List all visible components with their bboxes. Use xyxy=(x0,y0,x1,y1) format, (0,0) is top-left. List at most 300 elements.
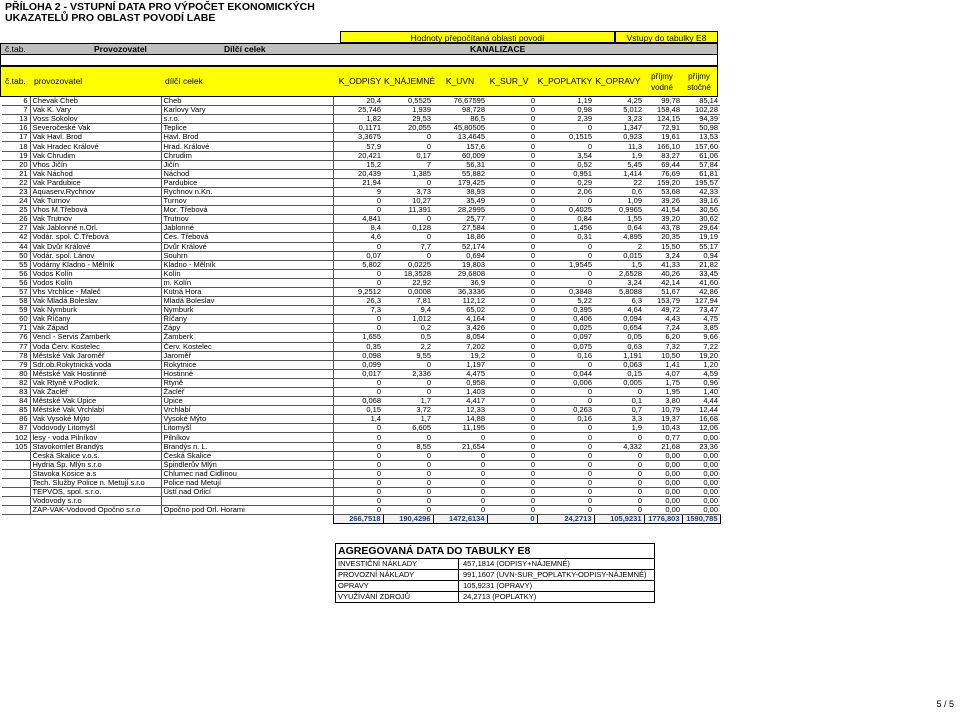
table-row xyxy=(2,506,720,515)
table-cell: Úpice xyxy=(161,397,333,406)
table-cell: 0 xyxy=(537,460,594,469)
table-cell: 0 xyxy=(487,242,537,251)
table-cell: Špindlerův Mlýn xyxy=(161,460,333,469)
table-cell: 14,88 xyxy=(433,415,487,424)
table-cell: 0,00 xyxy=(644,506,682,515)
table-cell: 0 xyxy=(433,460,487,469)
table-cell: 16 xyxy=(2,124,30,133)
table-cell: 41,60 xyxy=(682,278,720,287)
table-cell: 7 xyxy=(383,160,433,169)
table-cell: Vak Jablonné n.Orl. xyxy=(30,224,161,233)
table-cell: Mor. Třebová xyxy=(161,206,333,215)
table-cell: Vak Chrudim xyxy=(30,151,161,160)
col-prijmy-stocne-2: stočné xyxy=(687,83,711,92)
table-cell: 0,00 xyxy=(682,506,720,515)
table-cell: Trutnov xyxy=(161,215,333,224)
table-cell: 28,2995 xyxy=(433,206,487,215)
table-cell: 0,017 xyxy=(333,369,383,378)
table-cell: 0,951 xyxy=(537,169,594,178)
col-provozovatel: provozovatel xyxy=(34,76,83,86)
table-cell: 0 xyxy=(383,388,433,397)
table-cell: Městské Vak Hostinné xyxy=(30,369,161,378)
table-cell: 53,68 xyxy=(644,187,682,196)
table-cell: Vodár. spol. Č.Třebová xyxy=(30,233,161,242)
table-cell: 0 xyxy=(487,178,537,187)
table-cell: Hrad. Králové xyxy=(161,142,333,151)
table-cell: 0,075 xyxy=(537,342,594,351)
table-cell: 0 xyxy=(433,497,487,506)
table-cell: Vhs Vrchlice - Maleč xyxy=(30,287,161,296)
table-cell: 29,53 xyxy=(383,115,433,124)
table-cell: 1,9545 xyxy=(537,260,594,269)
table-cell: 4,07 xyxy=(644,369,682,378)
table-cell: 19 xyxy=(2,151,30,160)
table-row xyxy=(2,442,720,451)
table-row xyxy=(2,242,720,251)
table-cell: 0 xyxy=(487,233,537,242)
table-cell: Ústí nad Orlicí xyxy=(161,488,333,497)
table-row xyxy=(2,287,720,296)
col-dilci: dílčí celek xyxy=(165,76,203,86)
table-cell: 15,50 xyxy=(644,242,682,251)
table-cell: 85,14 xyxy=(682,97,720,106)
table-cell: Kladno - Mělník xyxy=(161,260,333,269)
table-cell: 0,2 xyxy=(383,324,433,333)
table-cell xyxy=(2,478,30,487)
table-cell: 0 xyxy=(333,242,383,251)
table-cell: 98,728 xyxy=(433,106,487,115)
table-cell: 83,27 xyxy=(644,151,682,160)
table-cell: 0 xyxy=(487,269,537,278)
table-cell: 0,263 xyxy=(537,406,594,415)
table-cell: 0 xyxy=(487,97,537,106)
table-cell: 5,8088 xyxy=(594,287,644,296)
table-cell: 7,3 xyxy=(333,306,383,315)
table-row xyxy=(2,415,720,424)
table-cell: 87 xyxy=(2,424,30,433)
total-cell: 1590,785 xyxy=(682,515,720,524)
table-row xyxy=(2,124,720,133)
table-cell: 0 xyxy=(487,124,537,133)
table-cell: 0,015 xyxy=(594,251,644,260)
table-row xyxy=(2,306,720,315)
table-cell: 56,31 xyxy=(433,160,487,169)
table-cell: 6 xyxy=(2,97,30,106)
table-cell: 0,00 xyxy=(644,478,682,487)
table-cell: Brandýs n. L. xyxy=(161,442,333,451)
table-cell: 0 xyxy=(594,451,644,460)
table-cell: Rokytnice xyxy=(161,360,333,369)
table-cell: 0,9965 xyxy=(594,206,644,215)
table-cell: Jaroměř xyxy=(161,351,333,360)
table-cell: 0 xyxy=(487,460,537,469)
table-cell: 0 xyxy=(383,497,433,506)
table-cell: 25 xyxy=(2,206,30,215)
table-cell: Náchod xyxy=(161,169,333,178)
table-cell: 0,63 xyxy=(594,342,644,351)
table-cell: 56 xyxy=(2,269,30,278)
table-cell: 55 xyxy=(2,260,30,269)
table-cell: Vak Trutnov xyxy=(30,215,161,224)
table-cell: 0 xyxy=(487,151,537,160)
hdr-provozovatel: Provozovatel xyxy=(94,44,147,54)
table-cell: 58 xyxy=(2,297,30,306)
totals-row xyxy=(2,515,720,524)
table-cell: 1,456 xyxy=(537,224,594,233)
table-cell: 0 xyxy=(537,442,594,451)
table-cell: s.r.o. xyxy=(161,115,333,124)
table-cell: 2,39 xyxy=(537,115,594,124)
total-cell: 1472,6134 xyxy=(433,515,487,524)
table-cell: 166,10 xyxy=(644,142,682,151)
table-cell: Mladá Boleslav xyxy=(161,297,333,306)
table-cell: 11,195 xyxy=(433,424,487,433)
table-row xyxy=(2,315,720,324)
table-cell: 0 xyxy=(333,378,383,387)
table-cell: 0 xyxy=(537,197,594,206)
table-cell: 24 xyxy=(2,197,30,206)
table-cell: 17 xyxy=(2,133,30,142)
table-cell: 0 xyxy=(537,478,594,487)
table-cell: 61,81 xyxy=(682,169,720,178)
table-cell: 59 xyxy=(2,306,30,315)
table-cell: 102 xyxy=(2,433,30,442)
table-cell: 6,605 xyxy=(383,424,433,433)
table-cell: 10,27 xyxy=(383,197,433,206)
table-cell: 105 xyxy=(2,442,30,451)
table-cell: 5,22 xyxy=(537,297,594,306)
table-cell: Říčany xyxy=(161,315,333,324)
doc-title-line2: UKAZATELŮ PRO OBLAST POVODÍ LABE xyxy=(5,12,216,24)
table-cell: 1,012 xyxy=(383,315,433,324)
table-row xyxy=(2,406,720,415)
table-cell: 1,41 xyxy=(644,360,682,369)
table-cell: 0 xyxy=(333,451,383,460)
table-row xyxy=(2,269,720,278)
table-cell: 0,52 xyxy=(537,160,594,169)
table-cell xyxy=(2,497,30,506)
table-cell: 15,2 xyxy=(333,160,383,169)
table-cell: 0 xyxy=(383,251,433,260)
table-cell: 0 xyxy=(487,106,537,115)
aggregated-label: VYUŽÍVÁNÍ ZDROJŮ xyxy=(336,592,459,602)
table-cell: 30,62 xyxy=(682,215,720,224)
table-cell: 50 xyxy=(2,251,30,260)
aggregated-label: OPRAVY xyxy=(336,581,459,591)
table-cell: 45,80505 xyxy=(433,124,487,133)
table-cell: 0 xyxy=(487,333,537,342)
table-cell: 0 xyxy=(487,497,537,506)
table-cell: Karlovy Vary xyxy=(161,106,333,115)
table-cell: 0 xyxy=(537,433,594,442)
table-cell: Pardubice xyxy=(161,178,333,187)
table-cell: 4,164 xyxy=(433,315,487,324)
table-row xyxy=(2,451,720,460)
table-cell: 0 xyxy=(383,378,433,387)
table-cell: 84 xyxy=(2,397,30,406)
table-cell: Městské Vak Jaroměř xyxy=(30,351,161,360)
table-cell: 1,197 xyxy=(433,360,487,369)
table-cell: 4,59 xyxy=(682,369,720,378)
table-cell: 0,00 xyxy=(682,488,720,497)
table-cell: 1,9 xyxy=(594,424,644,433)
table-cell: 9,2512 xyxy=(333,287,383,296)
table-cell: 3,23 xyxy=(594,115,644,124)
col-prijmy-vodne-1: příjmy xyxy=(651,72,673,81)
table-cell: 2,06 xyxy=(537,187,594,196)
aggregated-row xyxy=(336,559,654,570)
table-cell: 49,72 xyxy=(644,306,682,315)
table-cell: Jablonné xyxy=(161,224,333,233)
table-cell: 0 xyxy=(594,478,644,487)
table-cell: 4,75 xyxy=(682,315,720,324)
table-cell: Dvůr Králové xyxy=(161,242,333,251)
table-cell: 1,95 xyxy=(644,388,682,397)
table-cell xyxy=(2,451,30,460)
table-cell: 51,67 xyxy=(644,287,682,296)
table-cell: 0 xyxy=(487,306,537,315)
table-row xyxy=(2,488,720,497)
table-cell: 9 xyxy=(333,187,383,196)
total-cell: 1776,803 xyxy=(644,515,682,524)
aggregated-label: PROVOZNÍ NÁKLADY xyxy=(336,570,459,580)
table-cell: 0 xyxy=(537,269,594,278)
table-cell: 0 xyxy=(433,478,487,487)
table-cell: 0,395 xyxy=(537,306,594,315)
table-cell: 3,24 xyxy=(644,251,682,260)
table-cell: 0 xyxy=(487,388,537,397)
table-cell: 39,20 xyxy=(644,215,682,224)
table-cell: 76 xyxy=(2,333,30,342)
table-cell: 0 xyxy=(487,378,537,387)
table-cell: 0 xyxy=(537,242,594,251)
table-row xyxy=(2,233,720,242)
table-cell: 158,48 xyxy=(644,106,682,115)
hdr-dilci: Dílčí celek xyxy=(224,44,266,54)
col-k-odpisy: K_ODPISY xyxy=(338,76,382,86)
table-cell: 22 xyxy=(594,178,644,187)
table-cell: Žamberk xyxy=(161,333,333,342)
table-cell: 0 xyxy=(594,433,644,442)
table-cell: 0 xyxy=(487,278,537,287)
table-cell: 1,939 xyxy=(383,106,433,115)
table-row xyxy=(2,351,720,360)
table-cell: Vak Hradec Králové xyxy=(30,142,161,151)
table-cell: 0 xyxy=(433,451,487,460)
table-row xyxy=(2,178,720,187)
table-cell: 50,98 xyxy=(682,124,720,133)
table-cell: m. Kolín xyxy=(161,278,333,287)
table-cell: 13,53 xyxy=(682,133,720,142)
table-cell: ZÁP-VAK-Vodovod Opočno s.r.o xyxy=(30,506,161,515)
table-cell: Vhos M.Třebová xyxy=(30,206,161,215)
table-cell: Vak Pardubice xyxy=(30,178,161,187)
table-row xyxy=(2,169,720,178)
table-cell: Vak Havl. Brod xyxy=(30,133,161,142)
table-cell: 0,00 xyxy=(682,460,720,469)
table-row xyxy=(2,251,720,260)
table-cell: 42 xyxy=(2,233,30,242)
table-cell: Nymburk xyxy=(161,306,333,315)
table-cell: Vodovody Litomyšl xyxy=(30,424,161,433)
table-cell: 0 xyxy=(383,215,433,224)
table-cell: Vak Mladá Boleslav xyxy=(30,297,161,306)
table-cell: 29,6808 xyxy=(433,269,487,278)
table-cell: Vak Vysoké Mýto xyxy=(30,415,161,424)
table-cell: 0 xyxy=(487,260,537,269)
table-cell: 0,00 xyxy=(682,469,720,478)
table-row xyxy=(2,142,720,151)
table-cell: 0 xyxy=(383,488,433,497)
table-cell: 0,5525 xyxy=(383,97,433,106)
table-cell: 77 xyxy=(2,342,30,351)
table-cell: 69,44 xyxy=(644,160,682,169)
table-cell: 26 xyxy=(2,215,30,224)
table-cell: 0 xyxy=(487,488,537,497)
totals-spacer xyxy=(2,515,30,524)
table-cell: 1,191 xyxy=(594,351,644,360)
table-cell: 1,75 xyxy=(644,378,682,387)
table-cell: Vak Nymburk xyxy=(30,306,161,315)
table-row xyxy=(2,397,720,406)
table-cell: Kutná Hora xyxy=(161,287,333,296)
table-cell: 0 xyxy=(537,397,594,406)
table-cell: 0,1515 xyxy=(537,133,594,142)
table-cell: 86,5 xyxy=(433,115,487,124)
table-cell: 83 xyxy=(2,388,30,397)
table-cell: Aquaserv.Rychnov xyxy=(30,187,161,196)
table-row xyxy=(2,133,720,142)
table-cell: 41,33 xyxy=(644,260,682,269)
page-number: 5 / 5 xyxy=(936,699,954,709)
table-cell: 61,06 xyxy=(682,151,720,160)
table-cell: 0 xyxy=(487,206,537,215)
table-cell: Police nad Metují xyxy=(161,478,333,487)
table-cell: 9,55 xyxy=(383,351,433,360)
table-cell: 0,094 xyxy=(594,315,644,324)
table-cell: 0,94 xyxy=(682,251,720,260)
table-cell xyxy=(161,497,333,506)
table-cell: 0 xyxy=(333,488,383,497)
table-cell: 0 xyxy=(594,488,644,497)
table-cell: 22,92 xyxy=(383,278,433,287)
table-row xyxy=(2,342,720,351)
table-cell: 0 xyxy=(487,169,537,178)
table-cell: 1,403 xyxy=(433,388,487,397)
table-cell: 7,32 xyxy=(644,342,682,351)
table-cell: 0,025 xyxy=(537,324,594,333)
table-cell: 5,802 xyxy=(333,260,383,269)
table-cell: 2,336 xyxy=(383,369,433,378)
table-cell: 0 xyxy=(487,433,537,442)
hdr-ctab: č.tab. xyxy=(5,44,26,54)
table-cell: 23 xyxy=(2,187,30,196)
table-cell: Pilníkov xyxy=(161,433,333,442)
data-table xyxy=(2,97,721,524)
table-cell: 20 xyxy=(2,160,30,169)
table-cell: 0 xyxy=(487,478,537,487)
table-cell: Rtyně xyxy=(161,378,333,387)
table-cell: 0 xyxy=(333,206,383,215)
table-cell: 1,55 xyxy=(594,215,644,224)
table-cell: 0,16 xyxy=(537,351,594,360)
table-cell: 0 xyxy=(383,460,433,469)
table-cell: 7,22 xyxy=(682,342,720,351)
table-row xyxy=(2,260,720,269)
table-cell: 19,20 xyxy=(682,351,720,360)
table-row xyxy=(2,224,720,233)
table-row xyxy=(2,187,720,196)
table-cell: Vencl - Servis Žamberk xyxy=(30,333,161,342)
table-cell: 0 xyxy=(333,506,383,515)
table-cell: 0,097 xyxy=(537,333,594,342)
hdr-kanalizace: KANALIZACE xyxy=(470,44,526,54)
total-cell: 190,4296 xyxy=(383,515,433,524)
table-row xyxy=(2,106,720,115)
table-cell: 29,64 xyxy=(682,224,720,233)
table-cell: 0,6 xyxy=(594,187,644,196)
table-cell: 0 xyxy=(333,442,383,451)
table-cell: 0 xyxy=(433,488,487,497)
table-cell: 1,9 xyxy=(594,151,644,160)
table-cell: 4,64 xyxy=(594,306,644,315)
table-cell: Chrudim xyxy=(161,151,333,160)
table-cell: 0 xyxy=(383,133,433,142)
table-cell: 0,044 xyxy=(537,369,594,378)
table-cell: 0 xyxy=(383,478,433,487)
aggregated-row xyxy=(336,581,654,592)
table-cell: 19,61 xyxy=(644,133,682,142)
totals-spacer xyxy=(161,515,333,524)
table-cell: 0,15 xyxy=(333,406,383,415)
aggregated-value: 105,9231 (OPRAVY) xyxy=(463,581,533,590)
table-cell: 39,16 xyxy=(682,197,720,206)
table-cell: 55,17 xyxy=(682,242,720,251)
table-cell: 8,4 xyxy=(333,224,383,233)
col-k-najemne: K_NÁJEMNÉ xyxy=(384,76,436,86)
table-cell: 102,28 xyxy=(682,106,720,115)
table-cell: 11,391 xyxy=(383,206,433,215)
table-row xyxy=(2,424,720,433)
table-cell: 60 xyxy=(2,315,30,324)
table-cell: Litomyšl xyxy=(161,424,333,433)
table-cell: 0 xyxy=(487,251,537,260)
table-cell: 21,654 xyxy=(433,442,487,451)
table-cell: 0 xyxy=(487,187,537,196)
table-cell: 0 xyxy=(487,115,537,124)
table-cell: Vodos Kolín xyxy=(30,269,161,278)
table-cell: Stavoka Kosice a.s xyxy=(30,469,161,478)
table-cell: Chevak Cheb xyxy=(30,97,161,106)
table-cell: 0 xyxy=(487,424,537,433)
table-cell: 0,068 xyxy=(333,397,383,406)
table-cell: 0 xyxy=(537,488,594,497)
table-cell: 4,44 xyxy=(682,397,720,406)
table-cell: 13 xyxy=(2,115,30,124)
table-cell: 4,43 xyxy=(644,315,682,324)
table-row xyxy=(2,333,720,342)
table-cell: 23,36 xyxy=(682,442,720,451)
table-cell: 1,20 xyxy=(682,360,720,369)
table-cell: 16,68 xyxy=(682,415,720,424)
table-cell: 26,3 xyxy=(333,297,383,306)
table-cell: 0,098 xyxy=(333,351,383,360)
table-cell: Městské Vak Vrchlabí xyxy=(30,406,161,415)
table-cell: 85 xyxy=(2,406,30,415)
table-cell: 0,00 xyxy=(682,433,720,442)
table-cell: 0,654 xyxy=(594,324,644,333)
table-cell: 0,31 xyxy=(537,233,594,242)
